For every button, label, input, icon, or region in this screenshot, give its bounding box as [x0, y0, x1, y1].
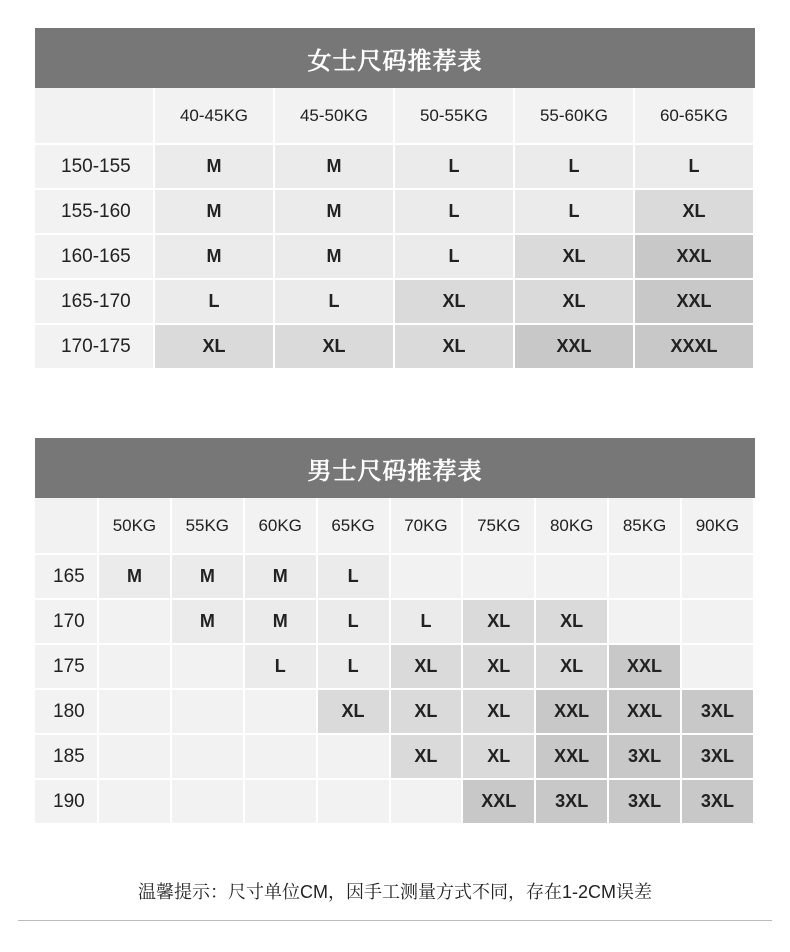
weight-column-header: 40-45KG	[155, 88, 275, 145]
height-row-label: 170	[35, 600, 99, 645]
weight-column-header: 85KG	[609, 498, 682, 555]
size-cell: L	[395, 235, 515, 280]
size-cell: 3XL	[609, 780, 682, 825]
size-cell: L	[318, 555, 391, 600]
size-cell: M	[275, 190, 395, 235]
size-cell: XL	[391, 690, 464, 735]
size-cell: 3XL	[682, 690, 755, 735]
size-cell: XXL	[536, 690, 609, 735]
size-cell: L	[515, 190, 635, 235]
weight-column-header: 75KG	[463, 498, 536, 555]
empty-size-cell	[99, 690, 172, 735]
height-row-label: 180	[35, 690, 99, 735]
size-cell: L	[515, 145, 635, 190]
size-cell: M	[275, 235, 395, 280]
empty-size-cell	[463, 555, 536, 600]
empty-size-cell	[245, 780, 318, 825]
empty-size-cell	[172, 690, 245, 735]
empty-size-cell	[99, 600, 172, 645]
size-cell: L	[318, 645, 391, 690]
size-cell: M	[275, 145, 395, 190]
empty-size-cell	[172, 780, 245, 825]
size-cell: XL	[536, 600, 609, 645]
size-cell: M	[155, 145, 275, 190]
header-corner-cell	[35, 498, 99, 555]
size-cell: XXL	[635, 280, 755, 325]
empty-size-cell	[245, 735, 318, 780]
size-cell: L	[155, 280, 275, 325]
measurement-note: 温馨提示：尺寸单位CM，因手工测量方式不同，存在1-2CM误差	[138, 882, 652, 902]
weight-column-header: 80KG	[536, 498, 609, 555]
size-cell: L	[391, 600, 464, 645]
size-cell: XL	[515, 280, 635, 325]
header-corner-cell	[35, 88, 155, 145]
height-row-label: 150-155	[35, 145, 155, 190]
size-cell: XXL	[515, 325, 635, 370]
size-cell: XL	[536, 645, 609, 690]
size-cell: XL	[275, 325, 395, 370]
size-cell: M	[99, 555, 172, 600]
size-cell: XL	[395, 280, 515, 325]
weight-column-header: 70KG	[391, 498, 464, 555]
size-cell: XL	[463, 600, 536, 645]
weight-column-header: 55KG	[172, 498, 245, 555]
men-size-table	[35, 438, 755, 825]
size-cell: L	[245, 645, 318, 690]
size-cell: 3XL	[609, 735, 682, 780]
size-cell: L	[395, 190, 515, 235]
size-cell: L	[635, 145, 755, 190]
men-size-grid	[35, 498, 755, 825]
size-cell: M	[155, 190, 275, 235]
women-size-grid	[35, 88, 755, 370]
empty-size-cell	[536, 555, 609, 600]
size-cell: XXL	[609, 645, 682, 690]
weight-column-header: 50KG	[99, 498, 172, 555]
size-cell: XL	[155, 325, 275, 370]
size-cell: L	[275, 280, 395, 325]
size-cell: XL	[391, 645, 464, 690]
height-row-label: 185	[35, 735, 99, 780]
empty-size-cell	[172, 645, 245, 690]
size-cell: XL	[635, 190, 755, 235]
size-cell: XL	[391, 735, 464, 780]
empty-size-cell	[318, 735, 391, 780]
empty-size-cell	[609, 600, 682, 645]
size-cell: M	[155, 235, 275, 280]
footer-divider	[18, 920, 772, 921]
size-cell: XXL	[635, 235, 755, 280]
weight-column-header: 65KG	[318, 498, 391, 555]
empty-size-cell	[682, 600, 755, 645]
weight-column-header: 60KG	[245, 498, 318, 555]
size-cell: M	[245, 555, 318, 600]
size-cell: 3XL	[682, 735, 755, 780]
empty-size-cell	[318, 780, 391, 825]
size-cell: XL	[395, 325, 515, 370]
height-row-label: 165-170	[35, 280, 155, 325]
empty-size-cell	[391, 555, 464, 600]
empty-size-cell	[391, 780, 464, 825]
weight-column-header: 45-50KG	[275, 88, 395, 145]
size-cell: 3XL	[682, 780, 755, 825]
size-cell: XL	[463, 690, 536, 735]
size-cell: M	[172, 555, 245, 600]
empty-size-cell	[245, 690, 318, 735]
size-cell: XXXL	[635, 325, 755, 370]
women-table-title: 女士尺码推荐表	[35, 28, 755, 88]
empty-size-cell	[609, 555, 682, 600]
size-cell: XL	[463, 735, 536, 780]
size-cell: M	[172, 600, 245, 645]
height-row-label: 160-165	[35, 235, 155, 280]
size-cell: XL	[463, 645, 536, 690]
empty-size-cell	[99, 735, 172, 780]
men-table-title: 男士尺码推荐表	[35, 438, 755, 498]
empty-size-cell	[682, 555, 755, 600]
size-cell: 3XL	[536, 780, 609, 825]
weight-column-header: 60-65KG	[635, 88, 755, 145]
weight-column-header: 55-60KG	[515, 88, 635, 145]
weight-column-header: 50-55KG	[395, 88, 515, 145]
women-size-table	[35, 28, 755, 370]
size-cell: XXL	[609, 690, 682, 735]
size-cell: L	[395, 145, 515, 190]
empty-size-cell	[682, 645, 755, 690]
weight-column-header: 90KG	[682, 498, 755, 555]
size-cell: XXL	[463, 780, 536, 825]
empty-size-cell	[99, 780, 172, 825]
height-row-label: 190	[35, 780, 99, 825]
height-row-label: 155-160	[35, 190, 155, 235]
empty-size-cell	[99, 645, 172, 690]
size-cell: M	[245, 600, 318, 645]
size-cell: L	[318, 600, 391, 645]
size-cell: XL	[515, 235, 635, 280]
empty-size-cell	[172, 735, 245, 780]
size-cell: XXL	[536, 735, 609, 780]
height-row-label: 170-175	[35, 325, 155, 370]
height-row-label: 165	[35, 555, 99, 600]
height-row-label: 175	[35, 645, 99, 690]
size-cell: XL	[318, 690, 391, 735]
